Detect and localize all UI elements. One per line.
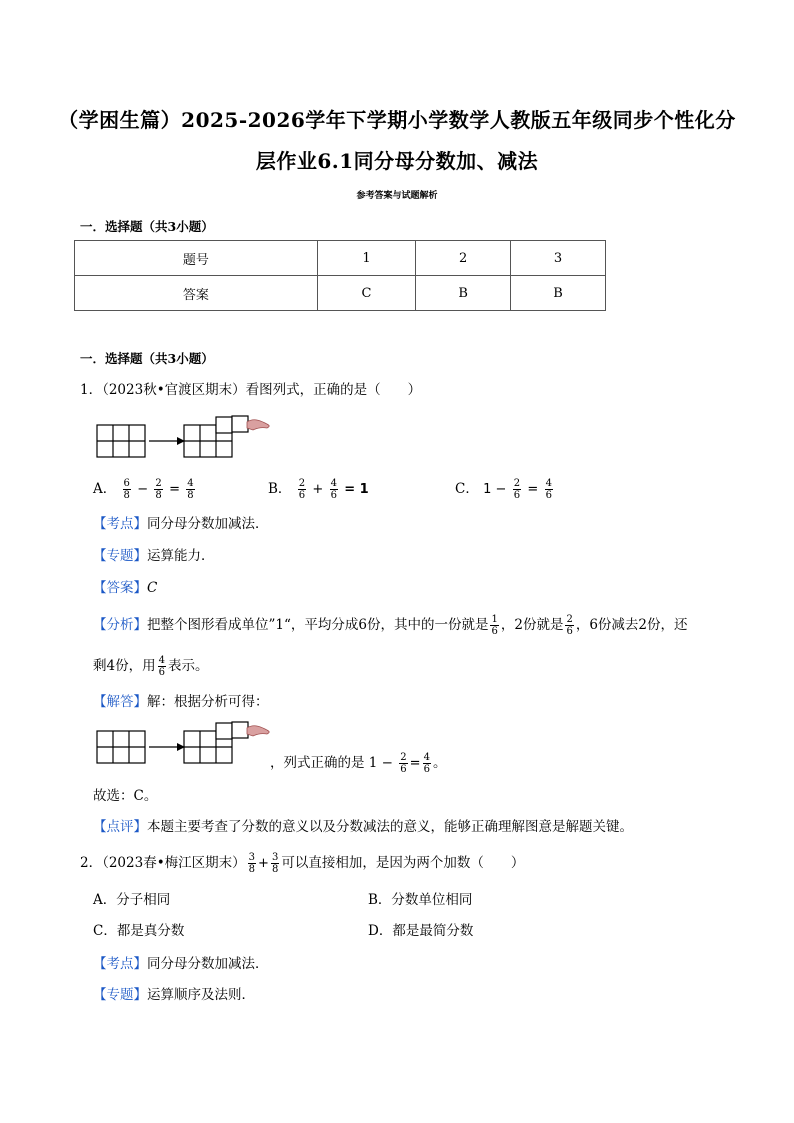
- fraction: $\frac{4}{6}$: [545, 478, 552, 501]
- q1-fenxi: 【分析】把整个图形看成单位”1“，平均分成6份，其中的一份就是 $\frac{1}{6}$ ，2份就是 $\frac{2}{6}$ ，6份减去2份，还: [93, 614, 688, 637]
- q2-zhuanti: 【专题】运算顺序及法则．: [93, 987, 255, 1003]
- q1-kaodian: 【考点】同分母分数加减法．: [93, 516, 269, 532]
- fraction: $\frac{1}{6}$: [491, 614, 498, 637]
- answer-table: [74, 240, 606, 311]
- fraction: $\frac{3}{8}$: [271, 852, 279, 875]
- fraction: $\frac{4}{6}$: [423, 752, 430, 775]
- doc-subtitle: 参考答案与试题解析: [356, 191, 438, 201]
- fraction: $\frac{2}{8}$: [155, 478, 162, 501]
- section-heading-2: 一．选择题（共3小题）: [80, 351, 214, 366]
- q1-answer: 【答案】C: [93, 580, 158, 596]
- option-label: C．: [455, 481, 479, 497]
- table-cell: B: [416, 276, 511, 311]
- q1-guxuan: 故选：C。: [93, 788, 158, 804]
- fraction: $\frac{4}{6}$: [330, 478, 337, 501]
- table-row: [75, 276, 606, 311]
- q2-stem: 2．（2023春•梅江区期末） $\frac{3}{8}$ + $\frac{3}{8}$ 可以直接相加，是因为两个加数（ ）: [80, 852, 525, 875]
- q2-option-b: B．分数单位相同: [368, 892, 473, 908]
- q1-stem: 1．（2023秋•官渡区期末）看图列式，正确的是（ ）: [80, 382, 422, 398]
- q1-jieda: 【解答】解：根据分析可得：: [93, 694, 269, 710]
- fraction: $\frac{2}{6}$: [566, 614, 573, 637]
- q2-option-c: C．都是真分数: [93, 923, 185, 939]
- q1-option-c: C． 1 − $\frac{2}{6}$ = $\frac{4}{6}$: [455, 478, 552, 501]
- option-label: B．: [268, 481, 292, 497]
- table-cell: 3: [511, 241, 606, 276]
- q1-zhuanti: 【专题】运算能力．: [93, 548, 215, 564]
- table-cell: C: [317, 276, 415, 311]
- fraction: $\frac{2}{6}$: [513, 478, 521, 501]
- table-cell: 2: [416, 241, 511, 276]
- section-heading: 一．选择题（共3小题）: [80, 219, 214, 234]
- fraction: $\frac{2}{6}$: [400, 752, 407, 775]
- option-label: A．: [93, 481, 117, 497]
- doc-title-line2: 层作业6.1同分母分数加、减法: [255, 149, 539, 173]
- fraction: $\frac{2}{6}$: [298, 478, 306, 501]
- q1-dianping: 【点评】本题主要考查了分数的意义以及分数减法的意义，能够正确理解图意是解题关键。: [93, 819, 633, 835]
- fraction: $\frac{6}{8}$: [123, 478, 130, 501]
- fraction: $\frac{4}{6}$: [158, 655, 165, 678]
- fraction: $\frac{3}{8}$: [248, 852, 256, 875]
- doc-title-line1: （学困生篇）2025-2026学年下学期小学数学人教版五年级同步个性化分: [58, 108, 736, 132]
- q1-option-a: A． $\frac{6}{8}$ − $\frac{2}{8}$ = $\frac{4}{8}$: [93, 478, 194, 501]
- q1-fenxi-cont: 剩4份，用 $\frac{4}{6}$ 表示。: [93, 655, 209, 678]
- table-cell: 1: [317, 241, 415, 276]
- q1-option-b: B． $\frac{2}{6}$ + $\frac{4}{6}$ = 1: [268, 478, 369, 501]
- q2-kaodian: 【考点】同分母分数加减法．: [93, 956, 269, 972]
- table-cell: B: [511, 276, 606, 311]
- q2-option-d: D．都是最简分数: [368, 923, 474, 939]
- q1-solution-figure: [95, 720, 275, 766]
- fraction: $\frac{4}{8}$: [187, 478, 194, 501]
- q1-figure: [95, 414, 275, 460]
- q1-jieda-expression: ，列式正确的是 1 − $\frac{2}{6}$ = $\frac{4}{6}$ 。: [270, 752, 447, 775]
- table-row: [75, 241, 606, 276]
- table-cell: 题号: [75, 241, 318, 276]
- q2-option-a: A．分子相同: [93, 892, 171, 908]
- table-cell: 答案: [75, 276, 318, 311]
